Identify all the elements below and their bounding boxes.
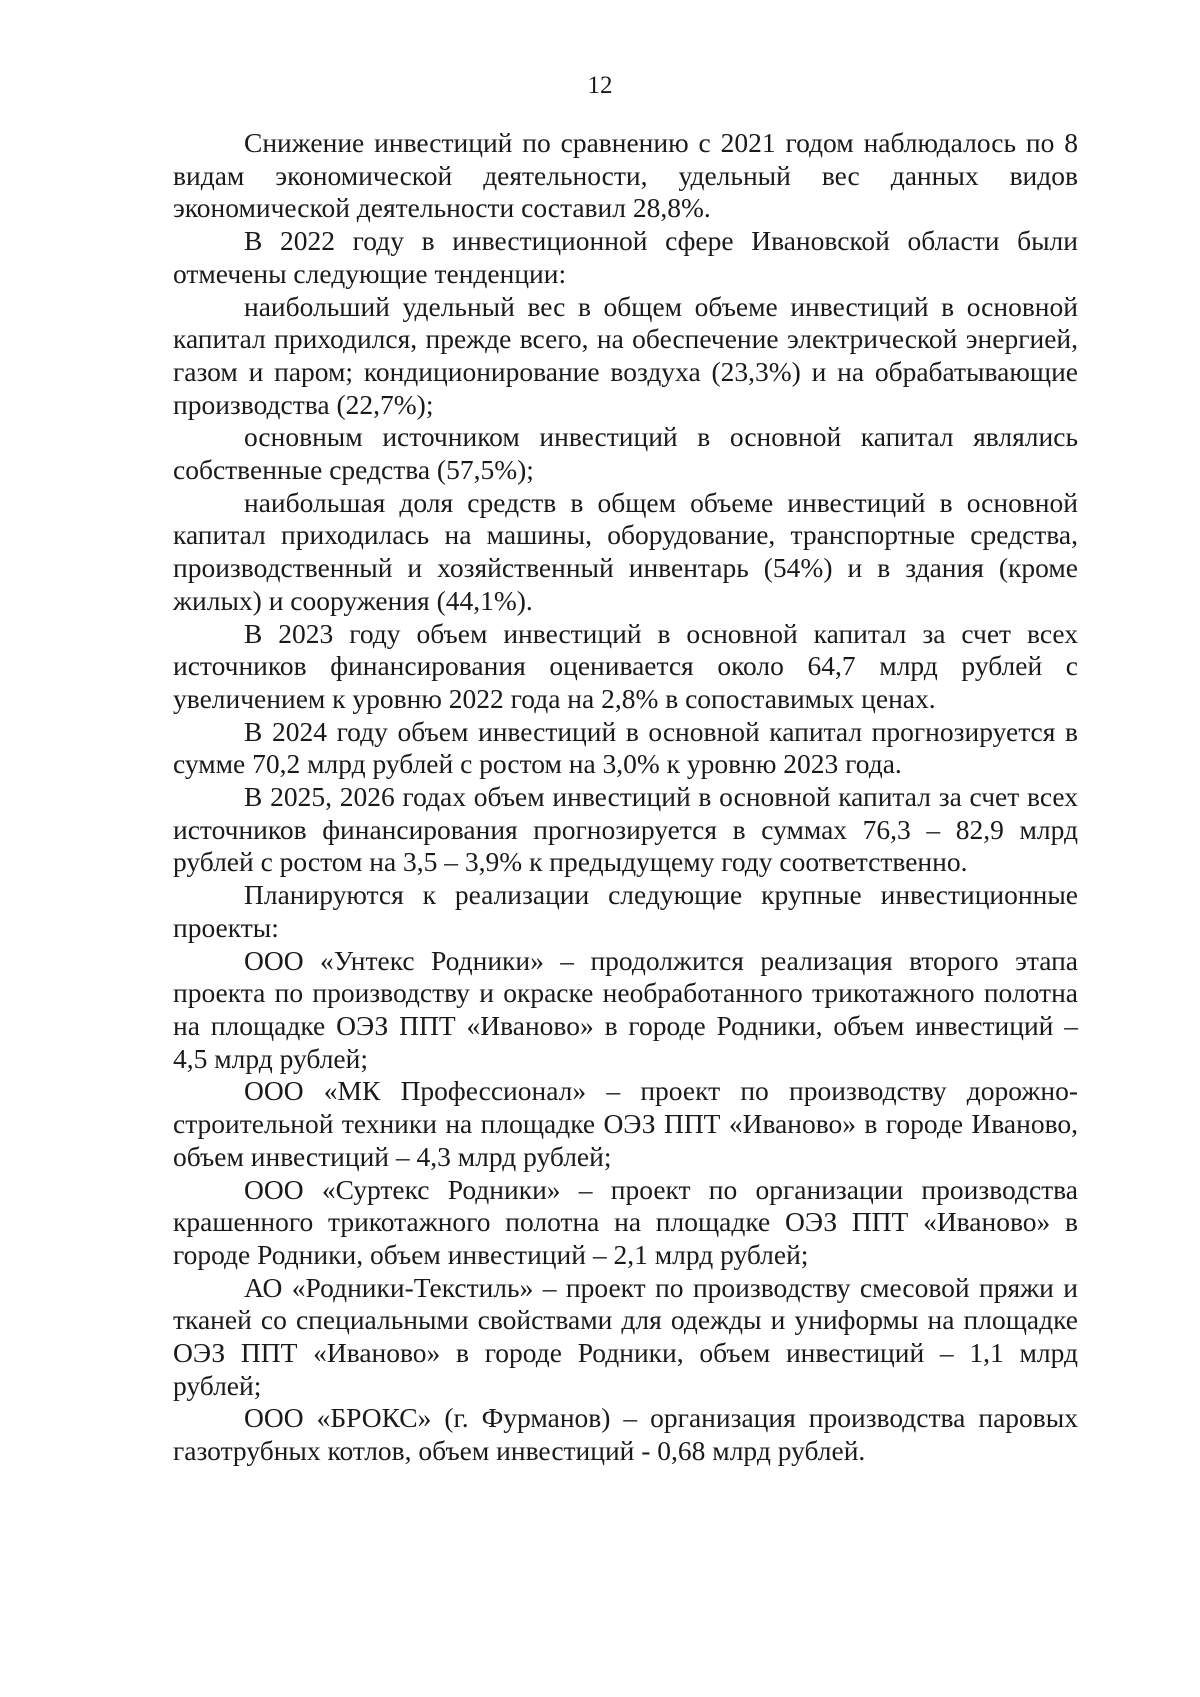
paragraph-investment-decline: Снижение инвестиций по сравнению с 2021 годом наблюдалось по 8 видам экономической деятельности, удельный вес данных видов экономической деятельности составил 28,8%. xyxy=(173,127,1078,224)
paragraph-trend-own-funds: основным источником инвестиций в основной капитал являлись собственные средства (57,5%); xyxy=(173,421,1078,486)
paragraph-2024-forecast: В 2024 году объем инвестиций в основной капитал прогнозируется в сумме 70,2 млрд рублей с ростом на 3,0% к уровню 2023 года. xyxy=(173,715,1078,780)
paragraph-projects-intro: Планируются к реализации следующие крупные инвестиционные проекты: xyxy=(173,879,1078,943)
paragraph-2022-trends-intro: В 2022 году в инвестиционной сфере Ивановской области были отмечены следующие тенденции: xyxy=(173,225,1078,289)
paragraph-trend-sectors: наибольший удельный вес в общем объеме инвестиций в основной капитал приходился, прежде всего, на обеспечение электрической энергией, газом и паром; кондиционирование воздуха (23,3%) и на обрабатывающие производства (22,7%); xyxy=(173,290,1078,420)
paragraph-2023-estimate: В 2023 году объем инвестиций в основной капитал за счет всех источников финансирования оценивается около 64,7 млрд рублей с увеличением к уровню 2022 года на 2,8% в сопоставимых ценах. xyxy=(173,617,1078,714)
project-item-untex-rodniki: ООО «Унтекс Родники» – продолжится реализация второго этапа проекта по производству и окраске необработанного трикотажного полотна на площадке ОЭЗ ППТ «Иваново» в городе Родники, объем инвестиций – 4,5 млрд рублей; xyxy=(173,944,1078,1074)
paragraph-trend-asset-structure: наибольшая доля средств в общем объеме инвестиций в основной капитал приходилась на машины, оборудование, транспортные средства, производственный и хозяйственный инвентарь (54%) и в здания (кроме жилых) и сооружения (44,1%). xyxy=(173,486,1078,616)
paragraph-2025-2026-forecast: В 2025, 2026 годах объем инвестиций в основной капитал за счет всех источников финансирования прогнозируется в суммах 76,3 – 82,9 млрд рублей с ростом на 3,5 – 3,9% к предыдущему году соответственно. xyxy=(173,781,1078,878)
document-body xyxy=(173,127,1078,1468)
project-item-broks: ООО «БРОКС» (г. Фурманов) – организация производства паровых газотрубных котлов, объем инвестиций - 0,68 млрд рублей. xyxy=(173,1402,1078,1467)
project-item-mk-professional: ООО «МК Профессионал» – проект по производству дорожно-строительной техники на площадке ОЭЗ ППТ «Иваново» в городе Иваново, объем инвестиций – 4,3 млрд рублей; xyxy=(173,1075,1078,1172)
project-item-rodniki-textile: АО «Родники-Текстиль» – проект по производству смесовой пряжи и тканей со специальными свойствами для одежды и униформы на площадке ОЭЗ ППТ «Иваново» в городе Родники, объем инвестиций – 1,1 млрд рублей; xyxy=(173,1271,1078,1401)
page-number: 12 xyxy=(587,72,613,99)
project-item-surtex-rodniki: ООО «Суртекс Родники» – проект по организации производства крашенного трикотажного полотна на площадке ОЭЗ ППТ «Иваново» в городе Родники, объем инвестиций – 2,1 млрд рублей; xyxy=(173,1173,1078,1270)
